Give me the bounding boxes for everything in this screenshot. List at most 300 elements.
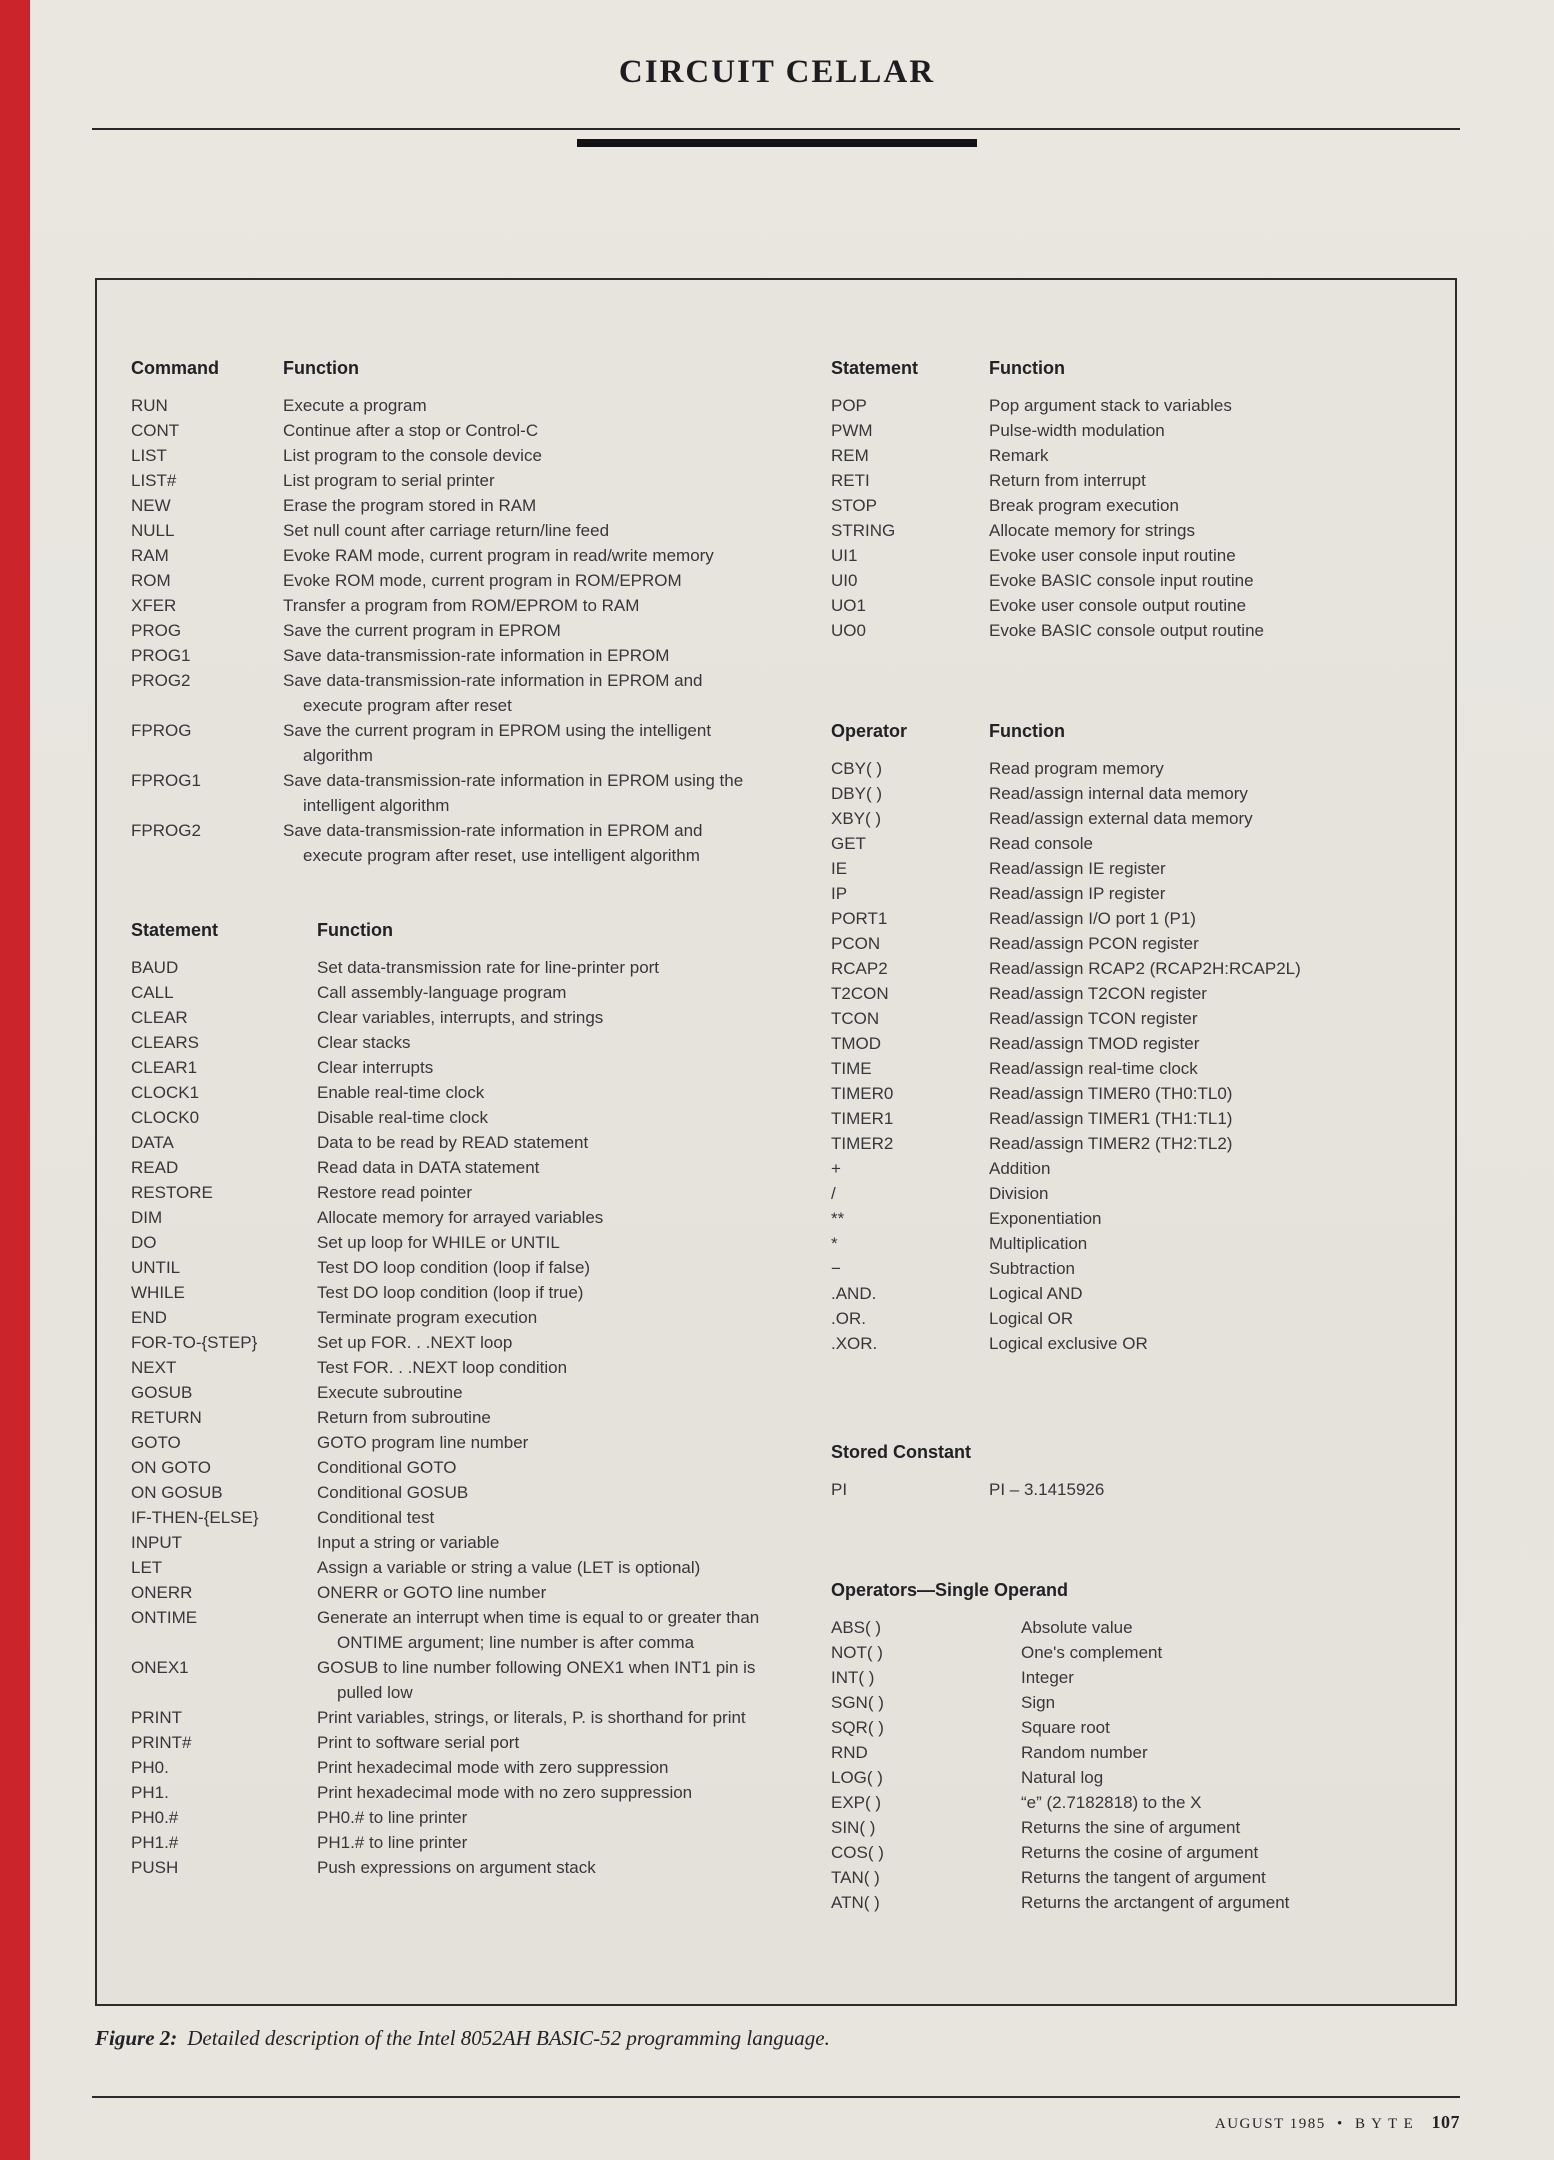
definition-cell: Read/assign internal data memory — [989, 784, 1248, 803]
term-cell: UNTIL — [131, 1258, 181, 1277]
term-cell: LOG( ) — [831, 1768, 883, 1787]
term-cell: PRINT# — [131, 1733, 192, 1752]
definition-cell: Subtraction — [989, 1259, 1075, 1278]
term-cell: DO — [131, 1233, 157, 1252]
term-cell: BAUD — [131, 958, 179, 977]
term-cell: T2CON — [831, 984, 889, 1003]
table-row — [131, 1330, 807, 1355]
definition-cell: Test DO loop condition (loop if true) — [317, 1283, 584, 1302]
term-cell: TIMER0 — [831, 1084, 894, 1103]
term-cell: NOT( ) — [831, 1643, 883, 1662]
definition-cell: PH1.# to line printer — [317, 1833, 468, 1852]
definition-cell: “e” (2.7182818) to the X — [1021, 1793, 1202, 1812]
term-cell: UO0 — [831, 621, 866, 640]
table-row — [831, 781, 1427, 806]
section-statements-left — [131, 918, 807, 1880]
term-cell: UO1 — [831, 596, 866, 615]
table-row — [831, 906, 1427, 931]
table-row — [831, 443, 1427, 468]
table-row — [131, 1380, 807, 1405]
table-row — [831, 1006, 1427, 1031]
table-row — [131, 1780, 807, 1805]
definition-cell: Save the current program in EPROM using the intelligent algorithm — [283, 721, 712, 765]
footer-line — [1209, 2112, 1460, 2133]
term-cell: − — [831, 1259, 841, 1278]
table-row — [831, 831, 1427, 856]
masthead-bar — [577, 139, 977, 147]
column-header-function: Function — [283, 358, 359, 378]
definition-cell: Read/assign TIMER1 (TH1:TL1) — [989, 1109, 1233, 1128]
table-row — [831, 1306, 1427, 1331]
table-row — [831, 1206, 1427, 1231]
definition-cell: ONERR or GOTO line number — [317, 1583, 547, 1602]
definition-cell: Pop argument stack to variables — [989, 396, 1232, 415]
definition-cell: Execute a program — [283, 396, 427, 415]
term-cell: PUSH — [131, 1858, 179, 1877]
term-cell: RND — [831, 1743, 868, 1762]
section-header — [831, 356, 1427, 381]
term-cell: READ — [131, 1158, 179, 1177]
table-row — [831, 518, 1427, 543]
definition-cell: Print hexadecimal mode with zero suppression — [317, 1758, 669, 1777]
table-row — [131, 1180, 807, 1205]
definition-cell: Read/assign TCON register — [989, 1009, 1198, 1028]
definition-cell: Read/assign RCAP2 (RCAP2H:RCAP2L) — [989, 959, 1301, 978]
table-row — [131, 468, 807, 493]
left-edge-red-strip — [0, 0, 30, 2160]
definition-cell: Evoke BASIC console input routine — [989, 571, 1254, 590]
table-row — [131, 1030, 807, 1055]
term-cell: LIST — [131, 446, 167, 465]
footer-issue-date: AUGUST 1985 — [1214, 2116, 1326, 2132]
term-cell: STRING — [831, 521, 896, 540]
term-cell: ONTIME — [131, 1608, 198, 1627]
table-row — [831, 418, 1427, 443]
table-row — [131, 1055, 807, 1080]
figure-box — [95, 278, 1457, 2006]
definition-cell: Set up FOR. . .NEXT loop — [317, 1333, 513, 1352]
footer-rule — [92, 2096, 1460, 2098]
definition-cell: Logical OR — [989, 1309, 1074, 1328]
term-cell: PROG — [131, 621, 182, 640]
table-row — [831, 1690, 1427, 1715]
table-row — [831, 1615, 1427, 1640]
column-header-term: Command — [131, 358, 220, 378]
definition-cell: Print to software serial port — [317, 1733, 520, 1752]
definition-cell: Print hexadecimal mode with no zero suppression — [317, 1783, 693, 1802]
table-row — [131, 1705, 807, 1730]
term-cell: WHILE — [131, 1283, 185, 1302]
term-cell: ** — [831, 1209, 845, 1228]
definition-cell: Read/assign IP register — [989, 884, 1166, 903]
table-row — [131, 980, 807, 1005]
term-cell: PI — [831, 1480, 848, 1499]
definition-cell: List program to serial printer — [283, 471, 495, 490]
definition-cell: Set up loop for WHILE or UNTIL — [317, 1233, 560, 1252]
table-row — [131, 1130, 807, 1155]
definition-cell: Push expressions on argument stack — [317, 1858, 596, 1877]
term-cell: POP — [831, 396, 867, 415]
definition-cell: Allocate memory for strings — [989, 521, 1195, 540]
table-row — [831, 1665, 1427, 1690]
column-header-term: Statement — [131, 920, 219, 940]
table-row — [831, 1790, 1427, 1815]
term-cell: TIMER1 — [831, 1109, 894, 1128]
term-cell: CLEAR1 — [131, 1058, 198, 1077]
definition-cell: Returns the cosine of argument — [1021, 1843, 1259, 1862]
term-cell: * — [831, 1234, 838, 1253]
table-row — [831, 1131, 1427, 1156]
term-cell: GOTO — [131, 1433, 181, 1452]
definition-cell: Enable real-time clock — [317, 1083, 485, 1102]
term-cell: IF-THEN-{ELSE} — [131, 1508, 259, 1527]
term-cell: GOSUB — [131, 1383, 193, 1402]
definition-cell: Logical exclusive OR — [989, 1334, 1148, 1353]
term-cell: PORT1 — [831, 909, 888, 928]
term-cell: LET — [131, 1558, 163, 1577]
definition-cell: Return from subroutine — [317, 1408, 491, 1427]
column-header-function: Function — [317, 920, 393, 940]
table-row — [131, 768, 807, 818]
table-row — [131, 1280, 807, 1305]
term-cell: INPUT — [131, 1533, 182, 1552]
table-row — [131, 1580, 807, 1605]
table-row — [831, 956, 1427, 981]
term-cell: STOP — [831, 496, 877, 515]
figure-left-column — [131, 356, 807, 1974]
definition-cell: Exponentiation — [989, 1209, 1102, 1228]
table-row — [831, 856, 1427, 881]
table-row — [831, 493, 1427, 518]
definition-cell: Restore read pointer — [317, 1183, 472, 1202]
table-row — [831, 543, 1427, 568]
table-row — [831, 881, 1427, 906]
term-cell: DATA — [131, 1133, 174, 1152]
section-header — [831, 1440, 1427, 1465]
definition-cell: Read/assign TIMER0 (TH0:TL0) — [989, 1084, 1233, 1103]
definition-cell: Integer — [1021, 1668, 1074, 1687]
term-cell: SQR( ) — [831, 1718, 884, 1737]
column-header-term: Operators—Single Operand — [831, 1580, 1069, 1600]
table-row — [831, 468, 1427, 493]
term-cell: NULL — [131, 521, 175, 540]
definition-cell: One's complement — [1021, 1643, 1163, 1662]
term-cell: PH1.# — [131, 1833, 179, 1852]
column-header-term: Stored Constant — [831, 1442, 972, 1462]
table-row — [131, 643, 807, 668]
table-row — [131, 1105, 807, 1130]
definition-cell: Terminate program execution — [317, 1308, 538, 1327]
table-row — [131, 1805, 807, 1830]
section-stored-constant — [831, 1440, 1427, 1502]
term-cell: .OR. — [831, 1309, 866, 1328]
table-row — [831, 618, 1427, 643]
term-cell: ABS( ) — [831, 1618, 882, 1637]
term-cell: INT( ) — [831, 1668, 875, 1687]
term-cell: ON GOTO — [131, 1458, 211, 1477]
figure-right-column — [831, 356, 1427, 1974]
term-cell: IE — [831, 859, 848, 878]
table-row — [131, 1655, 807, 1705]
term-cell: CALL — [131, 983, 174, 1002]
table-row — [131, 1080, 807, 1105]
table-row — [131, 1605, 807, 1655]
definition-cell: Return from interrupt — [989, 471, 1146, 490]
table-row — [131, 543, 807, 568]
definition-cell: Sign — [1021, 1693, 1056, 1712]
term-cell: CLEAR — [131, 1008, 188, 1027]
definition-cell: Test FOR. . .NEXT loop condition — [317, 1358, 568, 1377]
table-row — [831, 1477, 1427, 1502]
definition-cell: Data to be read by READ statement — [317, 1133, 589, 1152]
masthead-rule — [92, 128, 1460, 130]
definition-cell: Read/assign IE register — [989, 859, 1166, 878]
definition-cell: List program to the console device — [283, 446, 542, 465]
definition-cell: Conditional test — [317, 1508, 435, 1527]
definition-cell: PH0.# to line printer — [317, 1808, 468, 1827]
section-header — [131, 356, 807, 381]
term-cell: IP — [831, 884, 848, 903]
column-header-term: Operator — [831, 721, 908, 741]
table-row — [131, 1480, 807, 1505]
table-row — [831, 1865, 1427, 1890]
definition-cell: Conditional GOSUB — [317, 1483, 469, 1502]
definition-cell: Multiplication — [989, 1234, 1088, 1253]
term-cell: ATN( ) — [831, 1893, 880, 1912]
table-row — [831, 1056, 1427, 1081]
table-row — [831, 1181, 1427, 1206]
definition-cell: Read/assign PCON register — [989, 934, 1199, 953]
term-cell: PROG2 — [131, 671, 191, 690]
table-row — [131, 1405, 807, 1430]
definition-cell: Test DO loop condition (loop if false) — [317, 1258, 591, 1277]
table-row — [131, 618, 807, 643]
term-cell: EXP( ) — [831, 1793, 882, 1812]
table-row — [831, 1106, 1427, 1131]
term-cell: RESTORE — [131, 1183, 213, 1202]
definition-cell: Read/assign external data memory — [989, 809, 1253, 828]
definition-cell: Save data-transmission-rate information in EPROM — [283, 646, 670, 665]
definition-cell: Read/assign I/O port 1 (P1) — [989, 909, 1196, 928]
definition-cell: Save the current program in EPROM — [283, 621, 561, 640]
term-cell: RUN — [131, 396, 168, 415]
term-cell: TAN( ) — [831, 1868, 880, 1887]
figure-caption-label: Figure 2: — [95, 2026, 178, 2050]
definition-cell: Conditional GOTO — [317, 1458, 457, 1477]
table-row — [131, 668, 807, 718]
table-row — [831, 931, 1427, 956]
definition-cell: Transfer a program from ROM/EPROM to RAM — [283, 596, 640, 615]
definition-cell: Division — [989, 1184, 1049, 1203]
term-cell: COS( ) — [831, 1843, 884, 1862]
table-row — [831, 1331, 1427, 1356]
definition-cell: GOTO program line number — [317, 1433, 529, 1452]
term-cell: FPROG — [131, 721, 192, 740]
table-row — [131, 1255, 807, 1280]
table-row — [831, 1715, 1427, 1740]
term-cell: RETURN — [131, 1408, 202, 1427]
term-cell: ROM — [131, 571, 171, 590]
footer-bullet: • — [1336, 2116, 1344, 2132]
table-row — [131, 1005, 807, 1030]
table-row — [831, 1081, 1427, 1106]
table-row — [131, 518, 807, 543]
term-cell: .AND. — [831, 1284, 877, 1303]
term-cell: TIME — [831, 1059, 872, 1078]
definition-cell: Continue after a stop or Control-C — [283, 421, 539, 440]
definition-cell: Disable real-time clock — [317, 1108, 488, 1127]
definition-cell: Assign a variable or string a value (LET is optional) — [317, 1558, 701, 1577]
definition-cell: Read/assign real-time clock — [989, 1059, 1198, 1078]
table-row — [131, 1430, 807, 1455]
table-row — [831, 806, 1427, 831]
term-cell: XBY( ) — [831, 809, 882, 828]
definition-cell: Logical AND — [989, 1284, 1083, 1303]
definition-cell: PI – 3.1415926 — [989, 1480, 1105, 1499]
table-row — [131, 1505, 807, 1530]
term-cell: PCON — [831, 934, 881, 953]
term-cell: LIST# — [131, 471, 177, 490]
term-cell: SIN( ) — [831, 1818, 876, 1837]
definition-cell: GOSUB to line number following ONEX1 when INT1 pin is pulled low — [317, 1658, 756, 1702]
definition-cell: Save data-transmission-rate information in EPROM and execute program after reset — [283, 671, 703, 715]
definition-cell: Returns the tangent of argument — [1021, 1868, 1266, 1887]
definition-cell: Evoke user console input routine — [989, 546, 1236, 565]
term-cell: FPROG1 — [131, 771, 201, 790]
table-row — [131, 1530, 807, 1555]
table-row — [131, 1230, 807, 1255]
term-cell: + — [831, 1159, 841, 1178]
term-cell: PH1. — [131, 1783, 169, 1802]
definition-cell: Save data-transmission-rate information in EPROM and execute program after reset, use intelligent algorithm — [283, 821, 703, 865]
definition-cell: Clear stacks — [317, 1033, 411, 1052]
term-cell: UI1 — [831, 546, 858, 565]
term-cell: DBY( ) — [831, 784, 882, 803]
table-row — [831, 1231, 1427, 1256]
definition-cell: Returns the sine of argument — [1021, 1818, 1241, 1837]
term-cell: GET — [831, 834, 866, 853]
term-cell: TIMER2 — [831, 1134, 894, 1153]
term-cell: UI0 — [831, 571, 858, 590]
definition-cell: Allocate memory for arrayed variables — [317, 1208, 604, 1227]
table-row — [131, 1555, 807, 1580]
term-cell: DIM — [131, 1208, 163, 1227]
table-row — [131, 1205, 807, 1230]
table-row — [831, 756, 1427, 781]
definition-cell: Set null count after carriage return/line feed — [283, 521, 610, 540]
section-operators-single-operand — [831, 1578, 1427, 1915]
figure-caption-text: Detailed description of the Intel 8052AH BASIC-52 programming language. — [187, 2026, 830, 2050]
definition-cell: Generate an interrupt when time is equal to or greater than ONTIME argument; line number is after comma — [317, 1608, 760, 1652]
definition-cell: Addition — [989, 1159, 1051, 1178]
footer-page-number: 107 — [1431, 2112, 1460, 2132]
definition-cell: Read program memory — [989, 759, 1164, 778]
table-row — [831, 1815, 1427, 1840]
term-cell: RAM — [131, 546, 169, 565]
section-operators — [831, 719, 1427, 1356]
table-row — [131, 1305, 807, 1330]
table-row — [831, 1840, 1427, 1865]
term-cell: CLEARS — [131, 1033, 200, 1052]
table-row — [831, 1740, 1427, 1765]
table-row — [131, 1830, 807, 1855]
term-cell: TCON — [831, 1009, 880, 1028]
term-cell: PH0. — [131, 1758, 169, 1777]
definition-cell: Read/assign TMOD register — [989, 1034, 1200, 1053]
definition-cell: Clear interrupts — [317, 1058, 434, 1077]
term-cell: FPROG2 — [131, 821, 201, 840]
table-row — [131, 443, 807, 468]
term-cell: ON GOSUB — [131, 1483, 223, 1502]
table-row — [831, 1640, 1427, 1665]
definition-cell: Read/assign T2CON register — [989, 984, 1207, 1003]
table-row — [131, 718, 807, 768]
table-row — [831, 981, 1427, 1006]
definition-cell: Print variables, strings, or literals, P. is shorthand for print — [317, 1708, 746, 1727]
table-row — [831, 568, 1427, 593]
table-row — [831, 1256, 1427, 1281]
term-cell: .XOR. — [831, 1334, 878, 1353]
definition-cell: Read/assign TIMER2 (TH2:TL2) — [989, 1134, 1233, 1153]
definition-cell: Read data in DATA statement — [317, 1158, 540, 1177]
definition-cell: Pulse-width modulation — [989, 421, 1165, 440]
table-row — [131, 1155, 807, 1180]
table-row — [831, 393, 1427, 418]
column-header-function: Function — [989, 721, 1065, 741]
term-cell: ONERR — [131, 1583, 193, 1602]
table-row — [831, 593, 1427, 618]
section-commands — [131, 356, 807, 868]
term-cell: PH0.# — [131, 1808, 179, 1827]
table-row — [131, 393, 807, 418]
definition-cell: Absolute value — [1021, 1618, 1133, 1637]
column-header-term: Statement — [831, 358, 919, 378]
column-header-function: Function — [989, 358, 1065, 378]
section-header — [131, 918, 807, 943]
term-cell: TMOD — [831, 1034, 882, 1053]
table-row — [131, 1730, 807, 1755]
definition-cell: Clear variables, interrupts, and strings — [317, 1008, 604, 1027]
section-header — [831, 1578, 1427, 1603]
term-cell: SGN( ) — [831, 1693, 884, 1712]
term-cell: NEW — [131, 496, 171, 515]
table-row — [831, 1890, 1427, 1915]
figure-caption — [95, 2026, 830, 2051]
term-cell: XFER — [131, 596, 177, 615]
section-statements-right — [831, 356, 1427, 643]
table-row — [131, 493, 807, 518]
definition-cell: Evoke RAM mode, current program in read/write memory — [283, 546, 714, 565]
page-title: CIRCUIT CELLAR — [618, 54, 936, 90]
definition-cell: Save data-transmission-rate information in EPROM using the intelligent algorithm — [283, 771, 744, 815]
table-row — [131, 1755, 807, 1780]
definition-cell: Returns the arctangent of argument — [1021, 1893, 1290, 1912]
table-row — [831, 1156, 1427, 1181]
table-row — [131, 955, 807, 980]
term-cell: CLOCK1 — [131, 1083, 200, 1102]
table-row — [831, 1281, 1427, 1306]
term-cell: REM — [831, 446, 869, 465]
term-cell: PRINT — [131, 1708, 182, 1727]
term-cell: / — [831, 1184, 836, 1203]
term-cell: END — [131, 1308, 167, 1327]
term-cell: NEXT — [131, 1358, 177, 1377]
table-row — [831, 1765, 1427, 1790]
term-cell: PROG1 — [131, 646, 191, 665]
term-cell: CLOCK0 — [131, 1108, 200, 1127]
definition-cell: Erase the program stored in RAM — [283, 496, 537, 515]
definition-cell: Break program execution — [989, 496, 1179, 515]
